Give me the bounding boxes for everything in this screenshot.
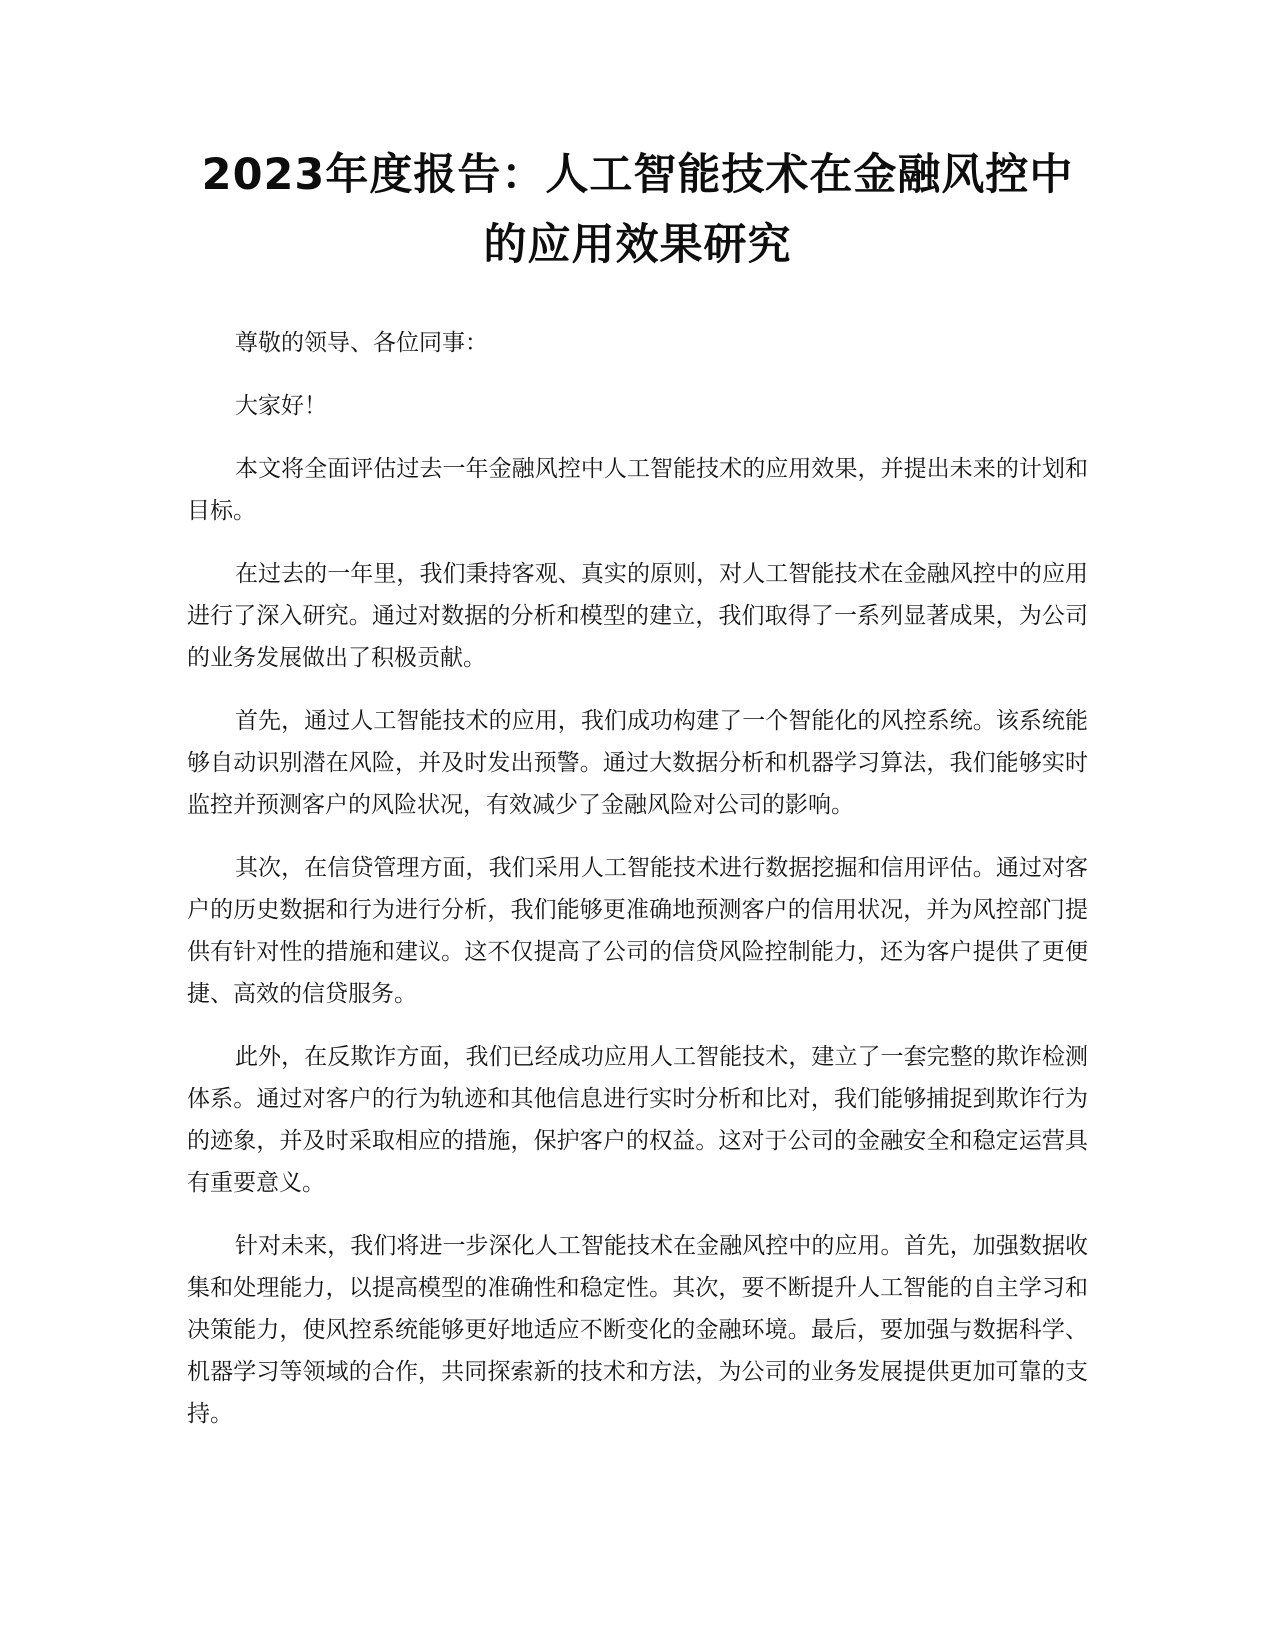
risk-system-paragraph: 首先，通过人工智能技术的应用，我们成功构建了一个智能化的风控系统。该系统能够自动识别潜在风险，并及时发出预警。通过大数据分析和机器学习算法，我们能够实时监控并预测客户的风险状况，有效减少了金融风险对公司的影响。 — [187, 708, 1088, 818]
greeting-paragraph: 大家好！ — [235, 393, 327, 419]
document-body — [187, 322, 1088, 1456]
document-title — [160, 140, 1115, 280]
overview-paragraph: 在过去的一年里，我们秉持客观、真实的原则，对人工智能技术在金融风控中的应用进行了深入研究。通过对数据的分析和模型的建立，我们取得了一系列显著成果，为公司的业务发展做出了积极贡献。 — [187, 561, 1088, 671]
future-plan-paragraph: 针对未来，我们将进一步深化人工智能技术在金融风控中的应用。首先，加强数据收集和处理能力，以提高模型的准确性和稳定性。其次，要不断提升人工智能的自主学习和决策能力，使风控系统能够更好地适应不断变化的金融环境。最后，要加强与数据科学、机器学习等领域的合作，共同探索新的技术和方法，为公司的业务发展提供更加可靠的支持。 — [187, 1233, 1088, 1427]
anti-fraud-paragraph: 此外，在反欺诈方面，我们已经成功应用人工智能技术，建立了一套完整的欺诈检测体系。通过对客户的行为轨迹和其他信息进行实时分析和比对，我们能够捕捉到欺诈行为的迹象，并及时采取相应的措施，保护客户的权益。这对于公司的金融安全和稳定运营具有重要意义。 — [187, 1044, 1088, 1196]
title-line-1: 2023年度报告：人工智能技术在金融风控中 — [201, 150, 1074, 200]
salutation-paragraph: 尊敬的领导、各位同事： — [235, 330, 488, 356]
title-line-2: 的应用效果研究 — [483, 220, 792, 270]
intro-paragraph: 本文将全面评估过去一年金融风控中人工智能技术的应用效果，并提出未来的计划和目标。 — [187, 456, 1088, 524]
credit-management-paragraph: 其次，在信贷管理方面，我们采用人工智能技术进行数据挖掘和信用评估。通过对客户的历史数据和行为进行分析，我们能够更准确地预测客户的信用状况，并为风控部门提供有针对性的措施和建议。这不仅提高了公司的信贷风险控制能力，还为客户提供了更便捷、高效的信贷服务。 — [187, 855, 1088, 1007]
